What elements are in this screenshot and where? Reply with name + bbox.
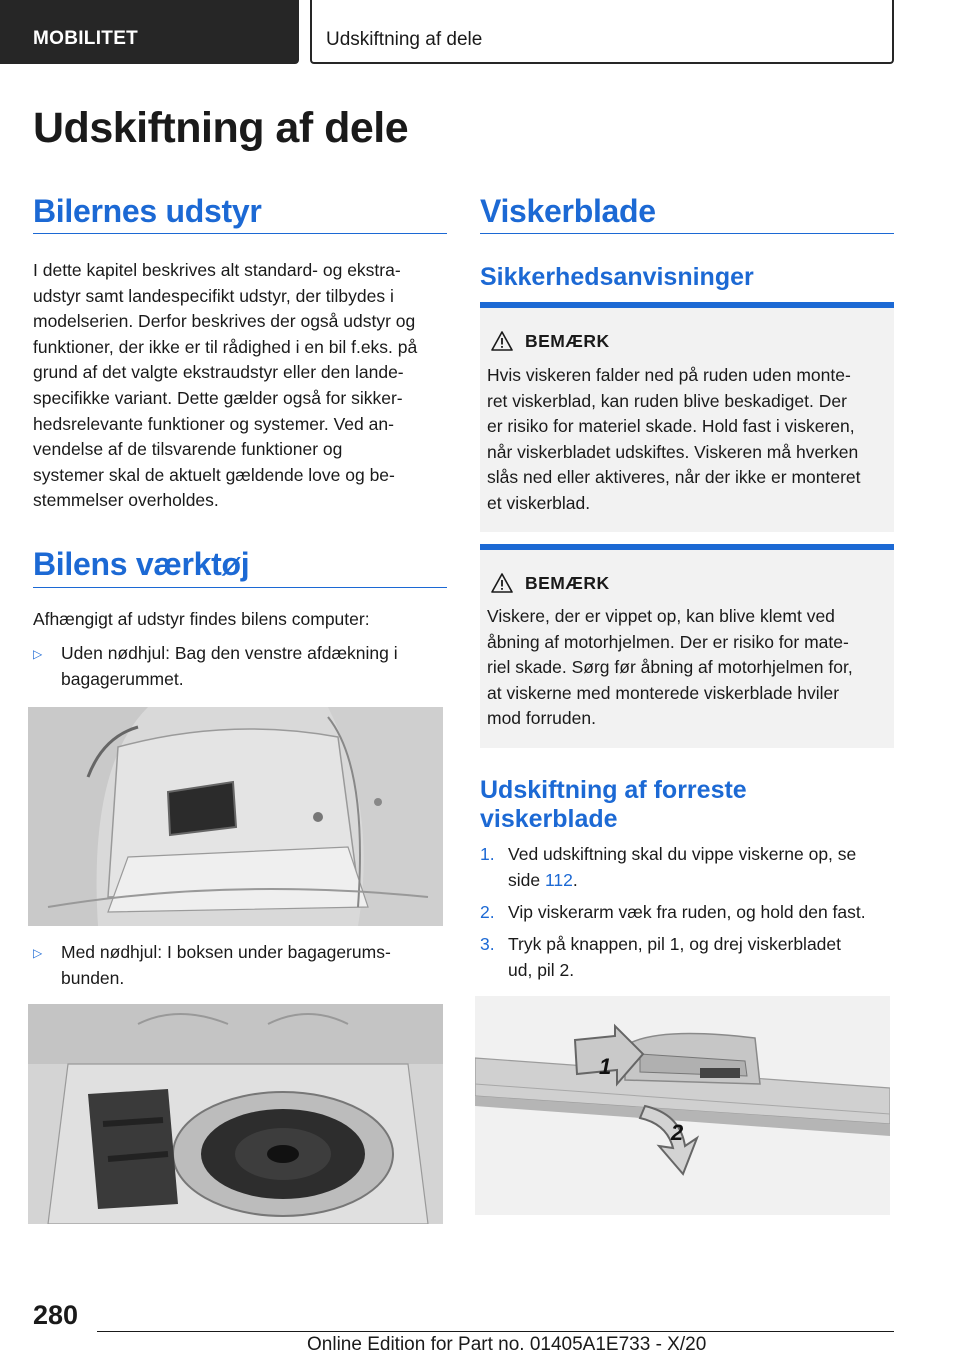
trunk-photo: [28, 707, 443, 926]
text-line: mod forruden.: [487, 708, 596, 729]
text-line: åbning af motorhjelmen. Der er risiko for mate-: [487, 631, 849, 652]
spare-wheel-illustration: [28, 1004, 443, 1224]
note-text: [487, 604, 892, 732]
text-line: et viskerblad.: [487, 492, 591, 513]
trunk-illustration: [28, 707, 443, 926]
note-heading: BEMÆRK: [525, 331, 610, 351]
text-line: bunden.: [61, 967, 125, 988]
text-line: Tryk på knappen, pil 1, og drej viskerbladet: [508, 934, 842, 954]
text-line: bagagerummet.: [61, 668, 184, 689]
heading-front-wipers: [480, 776, 747, 834]
text-line: Med nødhjul: I boksen under bagagerums-: [61, 942, 391, 962]
equipment-paragraph: [33, 258, 453, 514]
text-line: Hvis viskeren falder ned på ruden uden monte-: [487, 365, 851, 385]
text-line: ret viskerblad, kan ruden blive beskadiget. Der: [487, 390, 847, 411]
step-number: 2.: [480, 902, 495, 922]
note-box: [480, 308, 894, 532]
text-line: modelserien. Derfor beskrives der også udstyr og: [33, 311, 416, 332]
text-line: at viskerne med monterede viskerblade hviler: [487, 682, 840, 703]
list-item-text: [61, 940, 391, 991]
heading-safety: Sikkerhedsanvisninger: [480, 263, 754, 291]
text-line: hedsrelevante funktioner og systemer. Ved an-: [33, 413, 394, 434]
step-number: 1.: [480, 844, 495, 864]
spare-wheel-photo: [28, 1004, 443, 1224]
text-line: Ved udskiftning skal du vippe viskerne op, se: [508, 844, 857, 864]
text-line: udstyr samt landespecifikt udstyr, der tilbydes i: [33, 285, 394, 306]
page-number: 280: [33, 1300, 79, 1330]
step-text: [508, 932, 841, 983]
page-title: Udskiftning af dele: [33, 104, 409, 152]
triangle-bullet-icon: ▷: [33, 946, 43, 960]
text-line: funktioner, der ikke er til rådighed i en bil f.eks. på: [33, 336, 418, 357]
step-text: [508, 842, 856, 893]
heading-rule: [33, 233, 447, 234]
text-line: systemer skal de aktuelt gældende love og be-: [33, 464, 395, 485]
heading-line: viskerblade: [480, 805, 618, 833]
text-line: Viskere, der er vippet op, kan blive klemt ved: [487, 606, 835, 626]
triangle-bullet-icon: ▷: [33, 647, 43, 661]
warning-icon: [490, 572, 514, 594]
list-item: [33, 641, 453, 693]
text-line: Uden nødhjul: Bag den venstre afdækning i: [61, 643, 398, 663]
text-line: vendelse af de tilsvarende funktioner og: [33, 439, 343, 460]
arrow-label-1: 1: [599, 1054, 612, 1079]
list-item: [33, 940, 453, 992]
header-section-tab: [0, 0, 299, 64]
step-item: [480, 932, 900, 984]
list-item-text: [61, 641, 398, 692]
heading-tools: Bilens værktøj: [33, 546, 250, 582]
step-number: 3.: [480, 934, 495, 954]
note-heading: BEMÆRK: [525, 573, 610, 593]
text-line: ud, pil 2.: [508, 959, 575, 980]
text-line: specifikke variant. Dette gælder også for sikker-: [33, 387, 403, 408]
text-line: stemmelser overholdes.: [33, 490, 219, 511]
wiper-illustration: [475, 996, 890, 1215]
page-link[interactable]: 112: [544, 869, 573, 890]
heading-equipment: Bilernes udstyr: [33, 193, 262, 229]
header-chapter-tab: [310, 0, 894, 64]
step-item: [480, 842, 900, 894]
wiper-blade-drawing: [475, 996, 890, 1215]
text-line: når viskerbladet udskiftes. Viskeren må hverken: [487, 441, 859, 462]
text-line: grund af det valgte ekstraudstyr eller den lande-: [33, 362, 404, 383]
footer-edition: Online Edition for Part no. 01405A1E733 - X/20: [307, 1334, 707, 1355]
text-line: riel skade. Sørg før åbning af motorhjelmen for,: [487, 657, 853, 678]
heading-line: Udskiftning af forreste: [480, 776, 747, 804]
note-box: [480, 550, 894, 748]
step-text: Vip viskerarm væk fra ruden, og hold den fast.: [508, 902, 866, 922]
heading-rule: [480, 233, 894, 234]
text-line: I dette kapitel beskrives alt standard- og ekstra-: [33, 260, 401, 280]
heading-wipers: Viskerblade: [480, 193, 656, 229]
header-chapter-label: Udskiftning af dele: [326, 29, 483, 50]
arrow-label-2: 2: [671, 1120, 684, 1145]
tools-intro: Afhængigt af udstyr findes bilens computer:: [33, 609, 370, 629]
note-text: [487, 363, 892, 517]
warning-icon: [490, 330, 514, 352]
header-section-label: MOBILITET: [33, 28, 139, 49]
footer-rule: [97, 1331, 894, 1332]
text-fragment: .: [572, 869, 578, 890]
text-line: er risiko for materiel skade. Hold fast i viskeren,: [487, 416, 855, 437]
text-fragment: side: [508, 869, 545, 890]
text-line: [508, 868, 856, 894]
text-line: slås ned eller aktiveres, når der ikke er monteret: [487, 467, 861, 488]
heading-rule: [33, 587, 447, 588]
